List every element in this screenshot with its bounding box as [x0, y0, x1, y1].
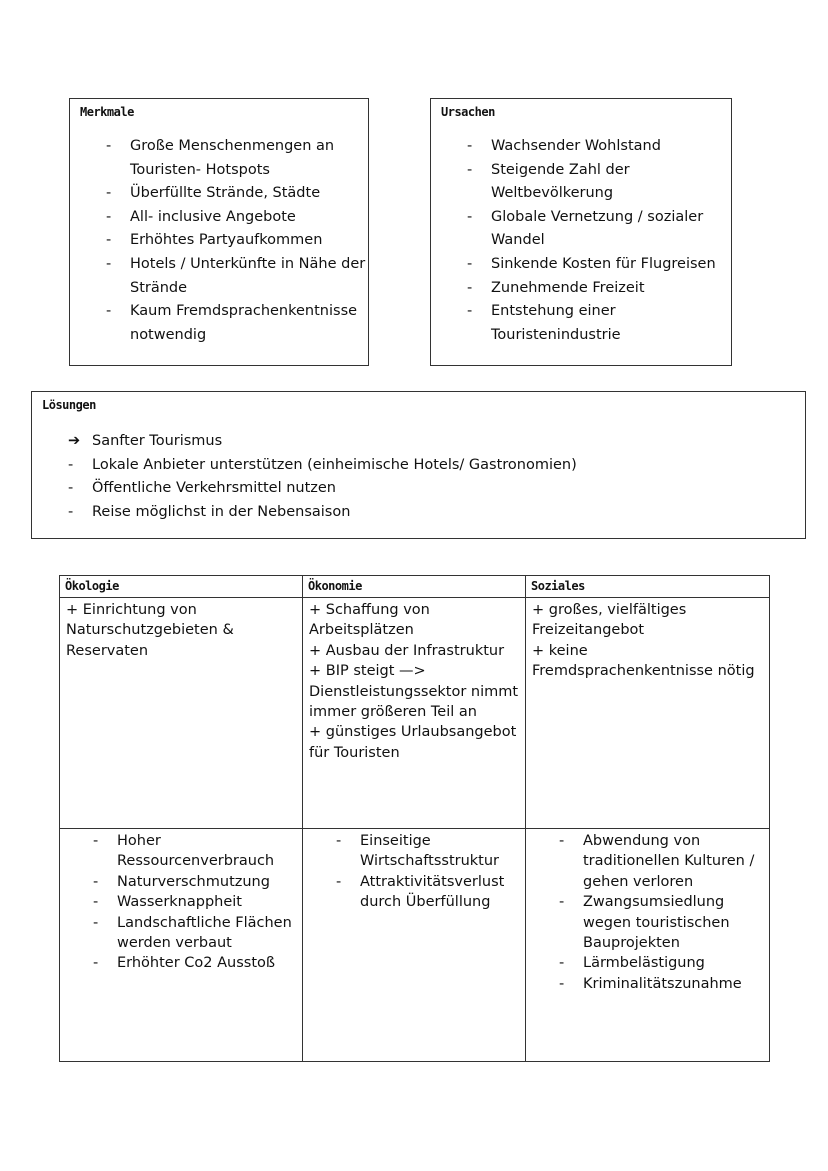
list-item	[303, 872, 525, 913]
impact-table	[59, 575, 770, 1062]
negative-list	[60, 831, 302, 974]
list-item-text: Hoher Ressourcenverbrauch	[117, 833, 275, 870]
list-item-text: Naturverschmutzung	[117, 873, 270, 890]
negative-list	[526, 831, 769, 994]
list-item-text: Abwendung von traditionellen Kulturen / gehen verloren	[583, 833, 755, 890]
list-item-text: Erhöhter Co2 Ausstoß	[117, 955, 276, 972]
list-item	[70, 229, 370, 253]
positive-item: + günstiges Urlaubsangebot für Touristen	[309, 724, 517, 761]
list-item-text: Sinkende Kosten für Flugreisen	[491, 255, 716, 272]
list-item-text: Hotels / Unterkünfte in Nähe der Strände	[130, 255, 366, 296]
list-item-text: Große Menschenmengen an Touristen- Hotspots	[130, 138, 335, 178]
dash-bullet: -	[106, 208, 112, 225]
positive-item: + Einrichtung von Naturschutzgebieten & Reservaten	[66, 602, 234, 659]
ursachen-title: Ursachen	[441, 105, 495, 119]
list-item	[70, 300, 370, 347]
cell-oekonomie-negative	[303, 829, 526, 1062]
table-row-positive	[60, 598, 770, 829]
list-item	[60, 892, 302, 912]
list-item-text: Erhöhtes Partyaufkommen	[130, 232, 323, 249]
list-item-text: All- inclusive Angebote	[130, 208, 296, 225]
dash-bullet: -	[467, 161, 473, 178]
list-item	[431, 206, 727, 253]
list-item-text: Globale Vernetzung / sozialer Wandel	[491, 208, 704, 249]
list-item-text: Wasserknappheit	[117, 894, 242, 911]
merkmale-list	[70, 135, 370, 347]
dash-bullet: -	[467, 208, 473, 225]
dash-bullet: -	[106, 303, 112, 320]
list-item	[70, 253, 370, 300]
merkmale-title: Merkmale	[80, 105, 134, 119]
header-soziales: Soziales	[526, 576, 770, 598]
list-item-text: Lärmbelästigung	[583, 955, 705, 972]
list-item	[70, 206, 370, 230]
dash-bullet: -	[93, 955, 99, 972]
dash-bullet: -	[106, 138, 112, 154]
list-item-text: Zunehmende Freizeit	[491, 279, 645, 296]
cell-soziales-negative	[526, 829, 770, 1062]
dash-bullet: -	[106, 185, 112, 202]
positive-item: + Schaffung von Arbeitsplätzen	[309, 602, 430, 639]
list-item	[526, 953, 769, 973]
list-item	[526, 831, 769, 892]
dash-bullet: -	[336, 873, 342, 890]
list-item	[431, 253, 727, 277]
loesungen-title: Lösungen	[42, 398, 96, 412]
dash-bullet: -	[559, 975, 565, 992]
dash-bullet: -	[93, 914, 99, 931]
loesungen-list	[68, 430, 577, 524]
list-item-text: Einseitige Wirtschaftsstruktur	[360, 833, 500, 870]
dash-bullet: -	[93, 833, 99, 849]
table-header-row	[60, 576, 770, 598]
list-item	[431, 159, 727, 206]
list-item	[526, 974, 769, 994]
dash-bullet: -	[93, 894, 99, 911]
dash-bullet: -	[467, 255, 473, 272]
dash-bullet: -	[68, 456, 74, 473]
dash-bullet: -	[559, 894, 565, 911]
positive-item: + Ausbau der Infrastruktur	[309, 642, 505, 659]
list-item-text: Landschaftliche Flächen werden verbaut	[117, 914, 292, 952]
list-item	[68, 501, 577, 525]
dash-bullet: -	[68, 480, 74, 497]
dash-bullet: -	[467, 138, 473, 154]
list-item	[68, 454, 577, 478]
list-item	[431, 135, 727, 159]
list-item-text: Kriminalitätszunahme	[583, 975, 742, 992]
list-item	[431, 277, 727, 301]
dash-bullet: -	[68, 503, 74, 520]
dash-bullet: -	[106, 255, 112, 272]
list-item-text: Öffentliche Verkehrsmittel nutzen	[92, 480, 337, 497]
list-item-text: Kaum Fremdsprachenkentnisse notwendig	[130, 303, 358, 343]
positive-item: + keine Fremdsprachenkentnisse nötig	[532, 642, 755, 680]
cell-oekonomie-positive	[303, 598, 526, 829]
list-item	[70, 182, 370, 206]
arrow-right-icon: ➔	[68, 433, 81, 449]
table-row-negative	[60, 829, 770, 1062]
list-item-text: Steigende Zahl der Weltbevölkerung	[491, 161, 630, 202]
list-item	[431, 300, 727, 347]
positive-item: + BIP steigt —> Dienstleistungssektor nimmt immer größeren Teil an	[309, 663, 519, 721]
list-item	[303, 831, 525, 872]
list-item-text: Zwangsumsiedlung wegen touristischen Bauprojekten	[583, 894, 730, 952]
list-item	[68, 430, 577, 454]
cell-oekologie-positive	[60, 598, 303, 829]
positive-item: + großes, vielfältiges Freizeitangebot	[532, 602, 687, 639]
ursachen-box	[430, 98, 732, 366]
list-item-text: Lokale Anbieter unterstützen (einheimische Hotels/ Gastronomien)	[92, 456, 577, 473]
cell-oekologie-negative	[60, 829, 303, 1062]
list-item-text: Entstehung einer Touristenindustrie	[491, 303, 621, 343]
merkmale-box	[69, 98, 369, 366]
header-oekonomie: Ökonomie	[303, 576, 526, 598]
ursachen-list	[431, 135, 727, 347]
list-item	[68, 477, 577, 501]
header-oekologie: Ökologie	[60, 576, 303, 598]
dash-bullet: -	[336, 833, 342, 849]
dash-bullet: -	[93, 873, 99, 890]
dash-bullet: -	[106, 232, 112, 249]
list-item-text: Reise möglichst in der Nebensaison	[92, 503, 351, 520]
list-item	[60, 913, 302, 954]
list-item-text: Sanfter Tourismus	[92, 433, 223, 449]
dash-bullet: -	[559, 833, 565, 849]
list-item	[70, 135, 370, 182]
list-item-text: Attraktivitätsverlust durch Überfüllung	[360, 873, 505, 911]
dash-bullet: -	[559, 955, 565, 972]
list-item	[526, 892, 769, 953]
dash-bullet: -	[467, 279, 473, 296]
list-item	[60, 831, 302, 872]
dash-bullet: -	[467, 303, 473, 320]
list-item	[60, 872, 302, 892]
list-item-text: Wachsender Wohlstand	[491, 138, 661, 154]
cell-soziales-positive	[526, 598, 770, 829]
list-item-text: Überfüllte Strände, Städte	[130, 185, 321, 202]
list-item	[60, 953, 302, 973]
loesungen-box	[31, 391, 806, 539]
negative-list	[303, 831, 525, 913]
